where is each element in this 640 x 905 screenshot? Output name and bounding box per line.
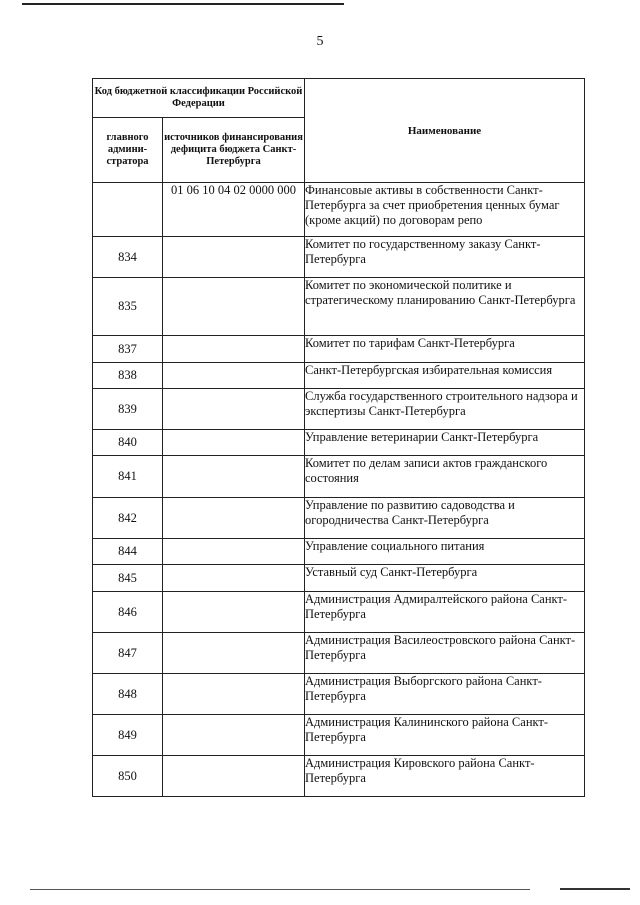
- table-row: [93, 756, 585, 797]
- admin-code: 841: [93, 456, 163, 498]
- table-row: [93, 498, 585, 539]
- bottom-rule-right: [560, 888, 630, 890]
- row-name: Управление по развитию садоводства и огородничества Санкт-Петербурга: [305, 498, 585, 539]
- table-row: [93, 674, 585, 715]
- source-code: [163, 389, 305, 430]
- source-code: [163, 430, 305, 456]
- source-code: [163, 237, 305, 278]
- header-budget-code-group: Код бюджетной классификации Российской Федерации: [93, 79, 305, 118]
- admin-code: 844: [93, 539, 163, 565]
- row-name: Управление социального питания: [305, 539, 585, 565]
- admin-code: 838: [93, 363, 163, 389]
- row-name: Комитет по тарифам Санкт-Петербурга: [305, 336, 585, 363]
- admin-code: 846: [93, 592, 163, 633]
- table-row: [93, 539, 585, 565]
- admin-code: 845: [93, 565, 163, 592]
- table-row: [93, 183, 585, 237]
- row-name: Комитет по делам записи актов гражданского состояния: [305, 456, 585, 498]
- row-name: Администрация Калининского района Санкт-Петербурга: [305, 715, 585, 756]
- admin-code: 837: [93, 336, 163, 363]
- top-rule: [22, 3, 344, 5]
- header-chief-administrator: главного админи-стратора: [93, 118, 163, 183]
- row-name: Финансовые активы в собственности Санкт-Петербурга за счет приобретения ценных бумаг (кроме акций) по договорам репо: [305, 183, 585, 237]
- admin-code: 835: [93, 278, 163, 336]
- source-code: [163, 715, 305, 756]
- source-code: [163, 363, 305, 389]
- source-code: [163, 498, 305, 539]
- admin-code: 834: [93, 237, 163, 278]
- header-name: Наименование: [305, 79, 585, 183]
- source-code: [163, 633, 305, 674]
- row-name: Служба государственного строительного надзора и экспертизы Санкт-Петербурга: [305, 389, 585, 430]
- row-name: Санкт-Петербургская избирательная комиссия: [305, 363, 585, 389]
- row-name: Администрация Выборгского района Санкт-Петербурга: [305, 674, 585, 715]
- admin-code: 847: [93, 633, 163, 674]
- admin-code: [93, 183, 163, 237]
- admin-code: 839: [93, 389, 163, 430]
- table-row: [93, 456, 585, 498]
- row-name: Администрация Кировского района Санкт-Петербурга: [305, 756, 585, 797]
- table-row: [93, 633, 585, 674]
- table-row: [93, 336, 585, 363]
- admin-code: 848: [93, 674, 163, 715]
- admin-code: 842: [93, 498, 163, 539]
- row-name: Комитет по государственному заказу Санкт-Петербурга: [305, 237, 585, 278]
- row-name: Администрация Адмиралтейского района Санкт-Петербурга: [305, 592, 585, 633]
- row-name: Управление ветеринарии Санкт-Петербурга: [305, 430, 585, 456]
- bottom-rule-left: [30, 889, 530, 890]
- page-number: 5: [316, 34, 324, 49]
- table-row: [93, 389, 585, 430]
- source-code: [163, 278, 305, 336]
- source-code: [163, 592, 305, 633]
- table-row: [93, 565, 585, 592]
- source-code: [163, 565, 305, 592]
- row-name: Уставный суд Санкт-Петербурга: [305, 565, 585, 592]
- admin-code: 849: [93, 715, 163, 756]
- table-row: [93, 592, 585, 633]
- source-code: [163, 756, 305, 797]
- source-code: [163, 539, 305, 565]
- row-name: Комитет по экономической политике и стратегическому планированию Санкт-Петербурга: [305, 278, 585, 336]
- table-row: [93, 363, 585, 389]
- header-deficit-financing-sources: источников финансирования дефицита бюджета Санкт-Петербурга: [163, 118, 305, 183]
- source-code: [163, 674, 305, 715]
- admin-code: 840: [93, 430, 163, 456]
- table-row: [93, 715, 585, 756]
- row-name: Администрация Василеостровского района Санкт-Петербурга: [305, 633, 585, 674]
- admin-code: 850: [93, 756, 163, 797]
- source-code: [163, 456, 305, 498]
- table-row: [93, 278, 585, 336]
- table-row: [93, 237, 585, 278]
- table-row: [93, 430, 585, 456]
- source-code: 01 06 10 04 02 0000 000: [163, 183, 305, 237]
- source-code: [163, 336, 305, 363]
- budget-classification-table: [92, 78, 585, 797]
